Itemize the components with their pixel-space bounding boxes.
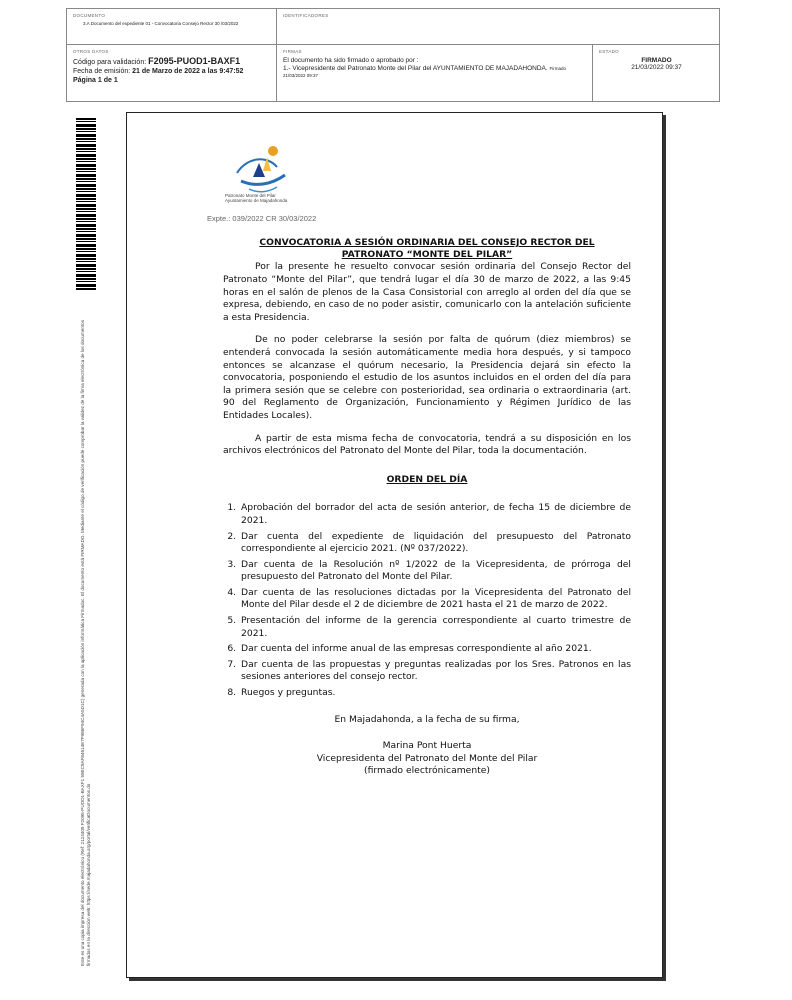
estado-value: FIRMADO — [641, 57, 672, 64]
barcode-icon — [76, 118, 96, 290]
identificadores-label: IDENTIFICADORES — [283, 13, 329, 18]
document-body — [223, 237, 631, 778]
codigo-validacion — [73, 57, 270, 67]
logo-caption: Patronato Monte del Pilar Ayuntamiento de Majadahonda — [225, 193, 288, 203]
signature-block — [223, 740, 631, 778]
documento-cell — [67, 9, 277, 45]
otros-datos-cell — [67, 45, 277, 102]
orden-del-dia-title: ORDEN DEL DÍA — [386, 473, 468, 485]
list-item: 7. Dar cuenta de las propuestas y preguntas realizadas por los Sres. Patronos en las sesiones anteriores del consejo rector. — [239, 659, 631, 684]
document-title: CONVOCATORIA A SESIÓN ORDINARIA DEL CONSEJO RECTOR DEL PATRONATO “MONTE DEL PILAR” — [259, 237, 595, 261]
list-item: 5. Presentación del informe de la gerencia correspondiente al cuarto trimestre de 2021. — [239, 615, 631, 640]
otros-label: OTROS DATOS — [73, 49, 109, 54]
pagina-indicator: Página 1 de 1 — [73, 77, 118, 84]
firmas-label: FIRMAS — [283, 49, 302, 54]
expediente-stamp: Expte.: 039/2022 CR 30/03/2022 — [207, 214, 317, 223]
documento-label: DOCUMENTO — [73, 13, 106, 18]
codigo-value[interactable]: F2095-PUOD1-BAXF1 — [148, 56, 241, 66]
identificadores-cell — [277, 9, 720, 45]
signer-role: Vicepresidenta del Patronato del Monte del Pilar — [316, 752, 538, 764]
list-item: 6. Dar cuenta del informe anual de las empresas correspondiente al año 2021. — [239, 643, 631, 656]
firmante-fecha: 21/03/2022 09:37 — [283, 73, 319, 78]
list-item: 8. Ruegos y preguntas. — [239, 687, 631, 700]
paragraph-convocatoria: Por la presente he resuelto convocar sesión ordinaria del Consejo Rector del Patronato “Monte del Pilar”, que tendrá lugar el día 30 de marzo de 2022, a las 9:45 horas en el salón de plenos de la Casa Consistorial con arreglo al orden del día que se expresa, debiendo, en caso de no poder asistir, comunicarlo con la antelación suficiente a esta Presidencia. — [223, 261, 631, 323]
firmas-intro: El documento ha sido firmado o aprobado por : — [283, 57, 419, 64]
verification-side-text: Este es una copia impresa del documento electrónico (Ref: 2124405 F2095-PUOD1-BAXF1 59EC9AF84614E7F986F94C4A5D1C) generada con la aplicación informática Firmadoc. El documento está FIRMADO. Mediante el código de verificación puede comprobar la validez de la firma electrónica de los documentos firmados en la dirección web: https://sede.majadahonda.org/portal/verificaDocumentos.do — [80, 319, 91, 966]
list-item: 2. Dar cuenta del expediente de liquidación del presupuesto del Patronato correspondiente al ejercicio 2021. (Nº 037/2022). — [239, 531, 631, 556]
document-header-table — [66, 8, 720, 102]
list-item: 3. Dar cuenta de la Resolución nº 1/2022 de la Vicepresidenta, de prórroga del presupuesto del Patronato del Monte del Pilar. — [239, 559, 631, 584]
codigo-label: Código para validación: — [73, 59, 147, 66]
orden-del-dia-list — [223, 502, 631, 699]
signer-name: Marina Pont Huerta — [382, 740, 472, 752]
fecha-emision — [73, 67, 270, 76]
paragraph-documentacion: A partir de esta misma fecha de convocatoria, tendrá a su disposición en los archivos electrónicos del Patronato del Monte del Pilar, toda la documentación. — [223, 432, 631, 457]
firmante-suffix: Firmado — [549, 66, 567, 71]
firmante — [283, 65, 586, 73]
fecha-label: Fecha de emisión: — [73, 68, 131, 75]
fecha-value: 21 de Marzo de 2022 a las 9:47:52 — [132, 68, 244, 75]
firmante-text: 1.- Vicepresidente del Patronato Monte del Pilar del AYUNTAMIENTO DE MAJADAHONDA. — [283, 65, 548, 72]
document-page — [126, 112, 663, 978]
signer-note: (firmado electrónicamente) — [364, 765, 490, 777]
documento-value: 3.A Documento del expediente 01 - Convocatoria Consejo Rector 30 /03/2022 — [83, 21, 239, 26]
estado-fecha: 21/03/2022 09:37 — [631, 64, 682, 71]
closing-line: En Majadahonda, a la fecha de su firma, — [334, 713, 520, 725]
firmas-cell — [277, 45, 593, 102]
list-item: 4. Dar cuenta de las resoluciones dictadas por la Vicepresidenta del Patronato del Monte del Pilar desde el 2 de diciembre de 2021 hasta el 21 de marzo de 2022. — [239, 587, 631, 612]
list-item: 1. Aprobación del borrador del acta de sesión anterior, de fecha 15 de diciembre de 2021. — [239, 502, 631, 527]
estado-cell — [593, 45, 720, 102]
estado-label: ESTADO — [599, 49, 619, 54]
paragraph-quorum: De no poder celebrarse la sesión por falta de quórum (diez miembros) se entenderá convocada la sesión automáticamente media hora después, y si tampoco entonces se alcanzase el quórum necesario, la Presidencia dejará sin efecto la convocatoria, posponiendo el estudio de los asuntos incluidos en el orden del día para la primera sesión que se celebre con posterioridad, sea ordinaria o extraordinaria (art. 90 del Reglamento de Organización, Funcionamiento y Régimen Jurídico de las Entidades Locales). — [223, 334, 631, 421]
